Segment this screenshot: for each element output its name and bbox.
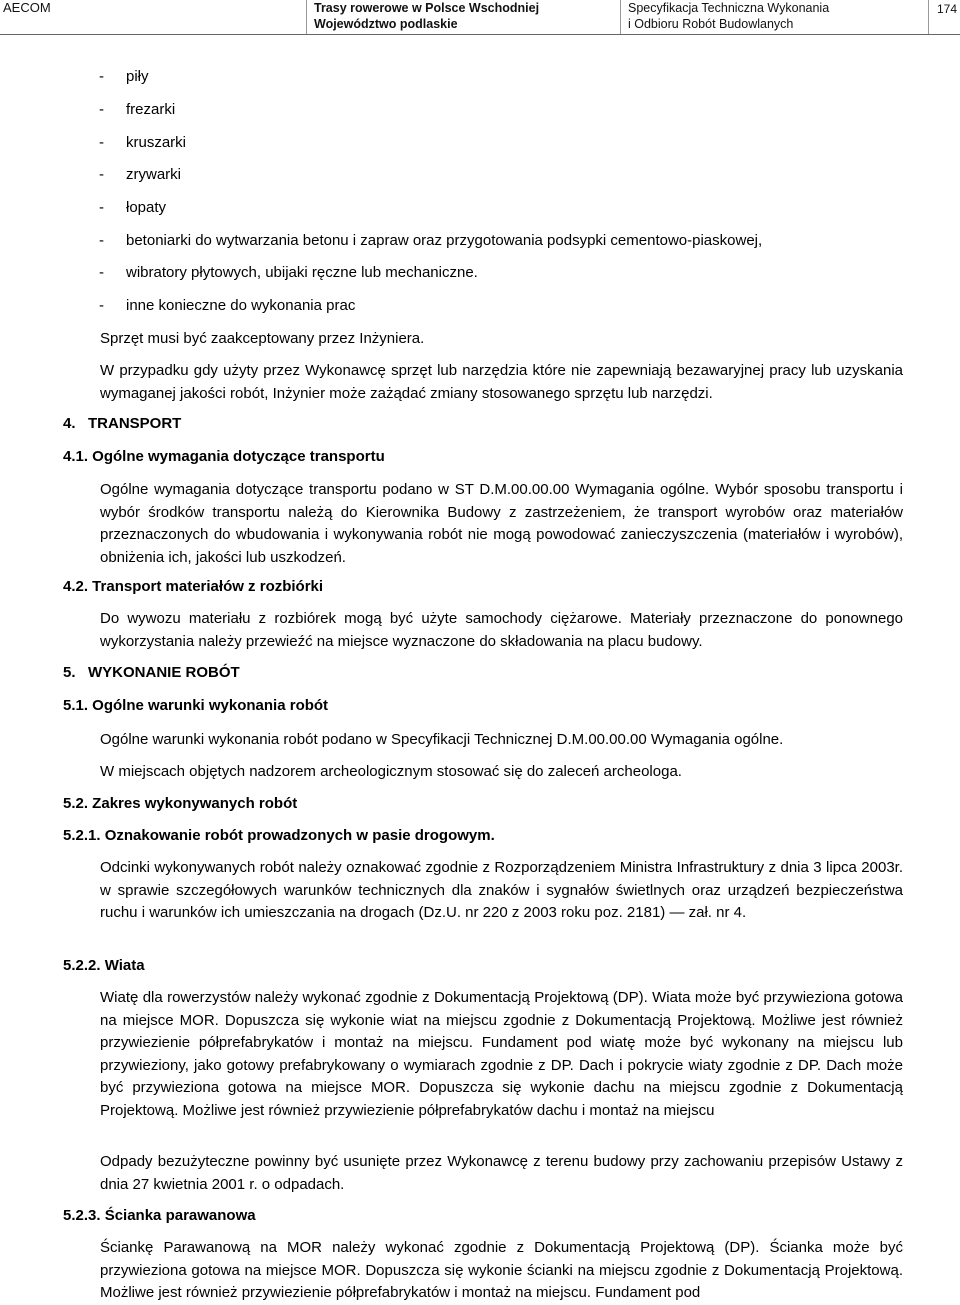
page-header xyxy=(0,0,960,34)
company-name: AECOM xyxy=(3,0,51,15)
section-heading: 5. WYKONANIE ROBÓT xyxy=(63,664,240,681)
project-line-1: Trasy rowerowe w Polsce Wschodniej xyxy=(314,1,540,15)
header-rule xyxy=(0,34,960,35)
section-heading: 4. TRANSPORT xyxy=(63,415,182,432)
project-title xyxy=(314,0,539,32)
subsection-heading: 5.2. Zakres wykonywanych robót xyxy=(63,795,298,812)
equipment-paragraph: W przypadku gdy użyty przez Wykonawcę sprzęt lub narzędzia które nie zapewniają bezawaryjnej pracy lub uzyskania wymaganej jakości robót, Inżynier może zażądać zmiany stosowanego sprzętu lub narzędzi. xyxy=(100,362,903,402)
header-divider xyxy=(306,0,307,34)
header-divider xyxy=(620,0,621,34)
subsection-heading: 4.1. Ogólne wymagania dotyczące transportu xyxy=(63,448,385,465)
subsection-heading: 4.2. Transport materiałów z rozbiórki xyxy=(63,578,324,595)
paragraph: Do wywozu materiału z rozbiórek mogą być użyte samochody ciężarowe. Materiały przeznaczone do ponownego wykorzystania należy przewieźć na miejsce wyznaczone do składowania na placu budowy. xyxy=(100,610,903,650)
spec-line-1: Specyfikacja Techniczna Wykonania xyxy=(628,1,830,15)
paragraph: Odpady bezużyteczne powinny być usunięte przez Wykonawcę z terenu budowy przy zachowaniu przepisów Ustawy z dnia 27 kwietnia 2001 r. o odpadach. xyxy=(100,1153,903,1193)
paragraph: W miejscach objętych nadzorem archeologicznym stosować się do zaleceń archeologa. xyxy=(100,763,682,780)
paragraph: Odcinki wykonywanych robót należy oznakować zgodnie z Rozporządzeniem Ministra Infrastruktury z dnia 3 lipca 2003r. w sprawie szczegółowych warunków technicznych dla znaków i sygnałów świetlnych oraz urządzeń bezpieczeństwa ruchu i warunków ich umieszczania na drogach (Dz.U. nr 220 z 2003 roku poz. 2181) — zał. nr 4. xyxy=(100,859,903,921)
header-divider xyxy=(928,0,929,34)
spec-line-2: i Odbioru Robót Budowlanych xyxy=(628,17,794,31)
project-line-2: Województwo podlaskie xyxy=(314,17,458,31)
subsection-heading: 5.2.2. Wiata xyxy=(63,957,145,974)
paragraph: Wiatę dla rowerzystów należy wykonać zgodnie z Dokumentacją Projektową (DP). Wiata może być przywieziona gotowa na miejsce MOR. Dopuszcza się wykonie wiat na miejscu zgodnie z Dokumentacją Projektową. Możliwe jest również przywiezienie półprefabrykatów i montaż na miejscu. Fundament pod wiatę może być wykonany na miejscu lub przywieziony, jako gotowy prefabrykowany o wymiarach zgodnie z DP. Dach i pokrycie wiaty zgodnie z DP. Dach może być przywieziona gotowa na miejsce MOR. Dopuszcza się wykonie dachu na miejscu zgodnie z Dokumentacją Projektową. Możliwe jest również przywiezienie półprefabrykatów dachu i montaż na miejscu xyxy=(100,989,903,1119)
paragraph: Ściankę Parawanową na MOR należy wykonać zgodnie z Dokumentacją Projektową (DP). Ścianka może być przywieziona gotowa na miejsce MOR. Dopuszcza się wykonie ścianki na miejscu zgodnie z Dokumentacją Projektową. Możliwe jest również przywiezienie półprefabrykatów i montaż na miejscu. Fundament pod xyxy=(100,1239,903,1301)
spec-title xyxy=(628,0,829,32)
subsection-heading: 5.1. Ogólne warunki wykonania robót xyxy=(63,697,329,714)
paragraph: Ogólne warunki wykonania robót podano w Specyfikacji Technicznej D.M.00.00.00 Wymagania ogólne. xyxy=(100,731,784,748)
page-number: 174 xyxy=(937,2,958,16)
subsection-heading: 5.2.1. Oznakowanie robót prowadzonych w pasie drogowym. xyxy=(63,827,495,844)
equipment-note: Sprzęt musi być zaakceptowany przez Inżyniera. xyxy=(100,330,425,347)
subsection-heading: 5.2.3. Ścianka parawanowa xyxy=(63,1207,256,1224)
paragraph: Ogólne wymagania dotyczące transportu podano w ST D.M.00.00.00 Wymagania ogólne. Wybór sposobu transportu i wybór środków transportu należą do Kierownika Budowy z zastrzeżeniem, że transport wyrobów oraz materiałów przeznaczonych do wbudowania i wykonywania robót nie mogą powodować zanieczyszczenia (materiałów i wyrobów), obniżenia ich, jakości lub uszkodzeń. xyxy=(100,481,903,566)
